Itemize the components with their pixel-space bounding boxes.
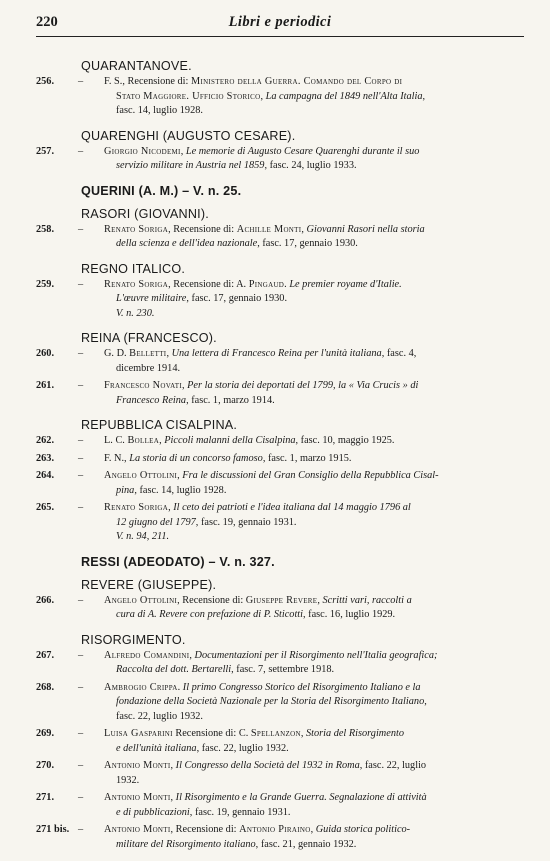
- bibliography-entry: [36, 434, 534, 449]
- entry-dash: –: [78, 728, 84, 739]
- entry-line: [104, 307, 534, 322]
- entry-text: F. N.,: [104, 452, 130, 464]
- entry-line: [104, 774, 534, 789]
- entry-text: Scritti vari, raccolti a: [322, 594, 412, 606]
- entry-text: Francesco Novati: [104, 380, 182, 391]
- entry-text: , fasc. 19, gennaio 1931.: [195, 516, 297, 528]
- bibliography-entry: [36, 791, 534, 820]
- entry-text: ,: [181, 380, 188, 391]
- entry-line: [104, 104, 534, 119]
- entry-number: 271 bis.: [36, 824, 70, 835]
- entry-text: Storia del Risorgimento: [305, 728, 404, 739]
- section-heading: RASORI (GIOVANNI).: [81, 206, 209, 221]
- bibliography-entry: [36, 75, 534, 119]
- entry-text: 12 giugno del 1797: [116, 516, 196, 528]
- entry-text: dicembre 1914.: [116, 362, 181, 374]
- entry-dash: –: [78, 348, 84, 359]
- entry-text: Le premier royame d'Italie.: [289, 278, 402, 290]
- entry-line: [104, 594, 534, 609]
- entry-text: F. S., Recensione di:: [104, 76, 191, 87]
- section-heading: REPUBBLICA CISALPINA.: [81, 418, 238, 432]
- bibliography-entry: [36, 278, 534, 322]
- entry-line: [104, 742, 534, 757]
- entry-text: ,: [177, 470, 183, 481]
- entry-line: [104, 516, 534, 531]
- entry-text: Ministero della Guerra. Comando del Corpo di: [190, 76, 403, 87]
- entry-text: ,: [310, 824, 316, 835]
- bibliography-entry: [36, 501, 534, 545]
- entry-text: Guida storica politico-: [315, 824, 411, 835]
- entry-text: Achille Monti: [236, 223, 302, 235]
- entry-line: [104, 452, 534, 467]
- entry-text: Francesco Reina: [116, 394, 187, 406]
- entry-text: ,: [166, 348, 172, 359]
- entry-number: 257.: [36, 145, 55, 157]
- entry-text: G. D.: [104, 348, 130, 359]
- section-heading: REVERE (GIUSEPPE).: [81, 577, 217, 592]
- entry-text: pina: [116, 484, 135, 496]
- entry-dash: –: [78, 760, 84, 771]
- entry-line: [104, 823, 534, 838]
- entry-text: Angelo Ottolini: [104, 594, 178, 606]
- entry-text: fondazione della Società Nazionale per la Storia del Risorgimento Italiano: [116, 696, 425, 707]
- entry-dash: –: [78, 278, 84, 290]
- entry-number: 268.: [36, 681, 55, 693]
- entry-text: , fasc. 16, luglio 1929.: [303, 609, 396, 620]
- entry-text: Il Risorgimento e la Grande Guerra. Segnalazione di attività: [175, 792, 427, 803]
- entry-text: Il Congresso della Società del 1932 in Roma: [175, 760, 360, 771]
- section-heading: QUARANTANOVE.: [81, 59, 192, 73]
- entry-line: [104, 145, 534, 160]
- entry-text: Giorgio Nicodemi: [104, 145, 181, 157]
- entry-text: , fasc. 10, maggio 1925.: [295, 435, 395, 446]
- page-number: 220: [36, 14, 58, 30]
- running-header: [36, 14, 524, 37]
- entry-text: Giuseppe Revere: [245, 594, 318, 606]
- entry-number: 263.: [36, 452, 55, 464]
- entry-line: [104, 663, 534, 678]
- entry-text: ,: [159, 435, 165, 446]
- entry-text: La storia di un concorso famoso: [129, 452, 263, 464]
- entry-number: 264.: [36, 470, 55, 481]
- entry-text: 1932.: [116, 774, 140, 786]
- entry-dash: –: [78, 649, 84, 661]
- entry-text: .: [177, 681, 183, 693]
- entry-text: ,: [422, 90, 426, 102]
- entry-line: [104, 379, 534, 394]
- entry-number: 258.: [36, 223, 55, 235]
- entry-text: fasc. 14, luglio 1928.: [116, 105, 203, 116]
- section-heading: RESSI (ADEODATO) – V. n. 327.: [81, 554, 275, 569]
- entry-line: [104, 530, 534, 545]
- entry-text: V. n. 94, 211.: [116, 531, 170, 542]
- entry-text: Renato Soriga: [104, 278, 169, 290]
- entry-dash: –: [78, 435, 84, 446]
- entry-text: , fasc. 14, luglio 1928.: [134, 484, 227, 496]
- entry-text: , fasc. 4,: [381, 348, 417, 359]
- bibliography-entry: [36, 452, 534, 467]
- entry-text: fasc. 22, luglio 1932.: [116, 710, 203, 722]
- entry-text: , fasc. 1, marzo 1914.: [186, 394, 275, 406]
- entry-text: ,: [260, 90, 266, 102]
- entry-line: [104, 237, 534, 252]
- entry-text: , fasc. 1, marzo 1915.: [262, 452, 352, 464]
- section-gap: [36, 855, 534, 861]
- entry-text: , fasc. 17, gennaio 1930.: [186, 293, 288, 304]
- entry-text: ,: [170, 792, 176, 803]
- entry-text: Renato Soriga: [104, 502, 169, 513]
- entry-text: Renato Soriga: [104, 223, 169, 235]
- entry-dash: –: [78, 470, 84, 481]
- entry-dash: –: [78, 145, 84, 157]
- entry-text: Stato Maggiore. Ufficio Storico: [116, 90, 261, 102]
- bibliography-entry: [36, 681, 534, 725]
- entry-dash: –: [78, 681, 84, 693]
- entry-text: Piccoli malanni della Cisalpina: [164, 435, 296, 446]
- entry-dash: –: [78, 594, 84, 606]
- entry-dash: –: [78, 824, 84, 835]
- entry-text: L. C.: [104, 435, 128, 446]
- bibliography-entry: [36, 759, 534, 788]
- entry-text: Una lettera di Francesco Reina per l'unità italiana: [171, 348, 382, 359]
- entry-text: Angelo Ottolini: [104, 470, 178, 481]
- entry-dash: –: [78, 76, 84, 87]
- entry-number: 266.: [36, 594, 55, 606]
- bibliography-entry: [36, 594, 534, 623]
- entry-dash: –: [78, 223, 84, 235]
- entry-text: e dell'unità italiana: [116, 742, 197, 754]
- entry-line: [104, 695, 534, 710]
- entry-text: Alfredo Comandini: [104, 649, 190, 661]
- entry-line: [104, 159, 534, 174]
- entry-line: [104, 501, 534, 516]
- entry-text: Il ceto dei patrioti e l'idea italiana dal 14 maggio 1796 al: [173, 502, 411, 513]
- bibliography-entry: [36, 145, 534, 174]
- entry-text: V. n. 230.: [116, 307, 155, 319]
- entry-text: Documentazioni per il Risorgimento nell'Italia geografica;: [194, 649, 438, 661]
- entry-text: , Recensione di:: [170, 824, 240, 835]
- entry-text: ,: [168, 502, 174, 513]
- section-heading: QUERINI (A. M.) – V. n. 25.: [81, 183, 242, 198]
- entry-text: Luisa Gasparini: [104, 728, 173, 739]
- entry-line: [104, 223, 534, 238]
- entry-line: [104, 681, 534, 696]
- entry-text: Belletti: [129, 348, 167, 359]
- bibliography-entry: [36, 727, 534, 756]
- section-heading: QUARENGHI (AUGUSTO CESARE).: [81, 128, 296, 143]
- entry-text: ,: [301, 223, 307, 235]
- bibliography-entry: [36, 649, 534, 678]
- entry-dash: –: [78, 502, 84, 513]
- entry-dash: –: [78, 792, 84, 803]
- section-heading: RISORGIMENTO.: [81, 632, 186, 647]
- entry-text: Giovanni Rasori nella storia: [306, 223, 425, 235]
- entry-text: Antonio Piraino: [239, 824, 311, 835]
- entry-line: [104, 362, 534, 377]
- entry-text: e di pubblicazioni: [116, 806, 190, 818]
- entry-number: 269.: [36, 728, 55, 739]
- entry-line: [104, 791, 534, 806]
- entry-text: militare del Risorgimento italiano: [116, 838, 256, 850]
- entry-line: [104, 394, 534, 409]
- bibliography-entry: [36, 223, 534, 252]
- entry-number: 261.: [36, 380, 55, 391]
- entry-text: , Recensione di:: [168, 223, 237, 235]
- entry-number: 267.: [36, 649, 55, 661]
- entry-text: , fasc. 19, gennaio 1931.: [189, 806, 291, 818]
- bibliography-entry: [36, 823, 534, 852]
- entry-text: ,: [317, 594, 323, 606]
- entry-text: Le memorie di Augusto Cesare Quarenghi durante il suo: [185, 145, 420, 157]
- entry-text: Bollea: [127, 435, 160, 446]
- entry-text: ,: [424, 696, 427, 707]
- entry-text: servizio militare in Austria nel 1859: [116, 160, 265, 171]
- entry-text: ,: [170, 760, 176, 771]
- entry-text: , fasc. 17, gennaio 1930.: [257, 238, 358, 249]
- entry-number: 256.: [36, 76, 55, 87]
- entry-line: [104, 434, 534, 449]
- entry-text: Pingaud: [248, 278, 285, 290]
- entry-text: cura di A. Revere con prefazione di P. Sticotti: [116, 609, 304, 620]
- bibliography-entry: [36, 379, 534, 408]
- entry-line: [104, 806, 534, 821]
- entry-line: [104, 484, 534, 499]
- entry-text: Antonio Monti: [104, 824, 171, 835]
- entry-text: , Recensione di: A.: [168, 278, 249, 290]
- entry-line: [104, 347, 534, 362]
- entry-text: , fasc. 22, luglio: [359, 760, 427, 771]
- entry-text: Recensione di: C.: [172, 728, 251, 739]
- entry-dash: –: [78, 380, 84, 391]
- running-title: Libri e periodici: [228, 14, 332, 30]
- entry-text: ,: [180, 145, 186, 157]
- entry-number: 265.: [36, 502, 55, 513]
- entry-text: ,: [300, 728, 306, 739]
- entry-number: 259.: [36, 278, 55, 290]
- entry-text: Ambrogio Crippa: [104, 681, 178, 693]
- entry-text: Fra le discussioni del Gran Consiglio della Repubblica Cisal-: [182, 470, 439, 481]
- entry-text: Raccolta del dott. Bertarelli: [116, 664, 232, 675]
- entry-line: [104, 469, 534, 484]
- entry-text: , fasc. 7, settembre 1918.: [231, 664, 335, 675]
- entry-line: [104, 649, 534, 664]
- entry-line: [104, 710, 534, 725]
- entry-text: , Recensione di:: [177, 594, 246, 606]
- entry-number: 262.: [36, 435, 55, 446]
- section-heading: REINA (FRANCESCO).: [81, 331, 217, 345]
- entry-text: Spellanzon: [250, 728, 301, 739]
- entry-text: ,: [189, 649, 195, 661]
- entry-text: , fasc. 21, gennaio 1932.: [255, 838, 357, 850]
- entry-line: [104, 90, 534, 105]
- bibliography-entry: [36, 469, 534, 498]
- entry-text: Antonio Monti: [104, 760, 171, 771]
- entry-line: [104, 838, 534, 853]
- entry-number: 271.: [36, 792, 55, 803]
- entry-text: , fasc. 24, luglio 1933.: [264, 160, 357, 171]
- bibliography-list: [36, 58, 534, 861]
- entry-number: 260.: [36, 348, 55, 359]
- entry-number: 270.: [36, 760, 55, 771]
- entry-text: .: [284, 278, 290, 290]
- entry-line: [104, 75, 534, 90]
- bibliography-entry: [36, 347, 534, 376]
- entry-text: Antonio Monti: [104, 792, 171, 803]
- entry-text: La campagna del 1849 nell'Alta Italia: [265, 90, 423, 102]
- entry-line: [104, 278, 534, 293]
- section-heading: REGNO ITALICO.: [81, 261, 186, 276]
- entry-line: [104, 608, 534, 623]
- entry-line: [104, 292, 534, 307]
- entry-dash: –: [78, 452, 84, 464]
- entry-text: , fasc. 22, luglio 1932.: [196, 742, 289, 754]
- entry-line: [104, 727, 534, 742]
- entry-text: della scienza e dell'idea nazionale: [116, 238, 258, 249]
- entry-text: Per la storia dei deportati del 1799, la « Via Crucis » di: [187, 380, 419, 391]
- entry-text: L'œuvre militaire: [116, 293, 187, 304]
- entry-text: Il primo Congresso Storico del Risorgimento Italiano e la: [182, 681, 421, 693]
- entry-line: [104, 759, 534, 774]
